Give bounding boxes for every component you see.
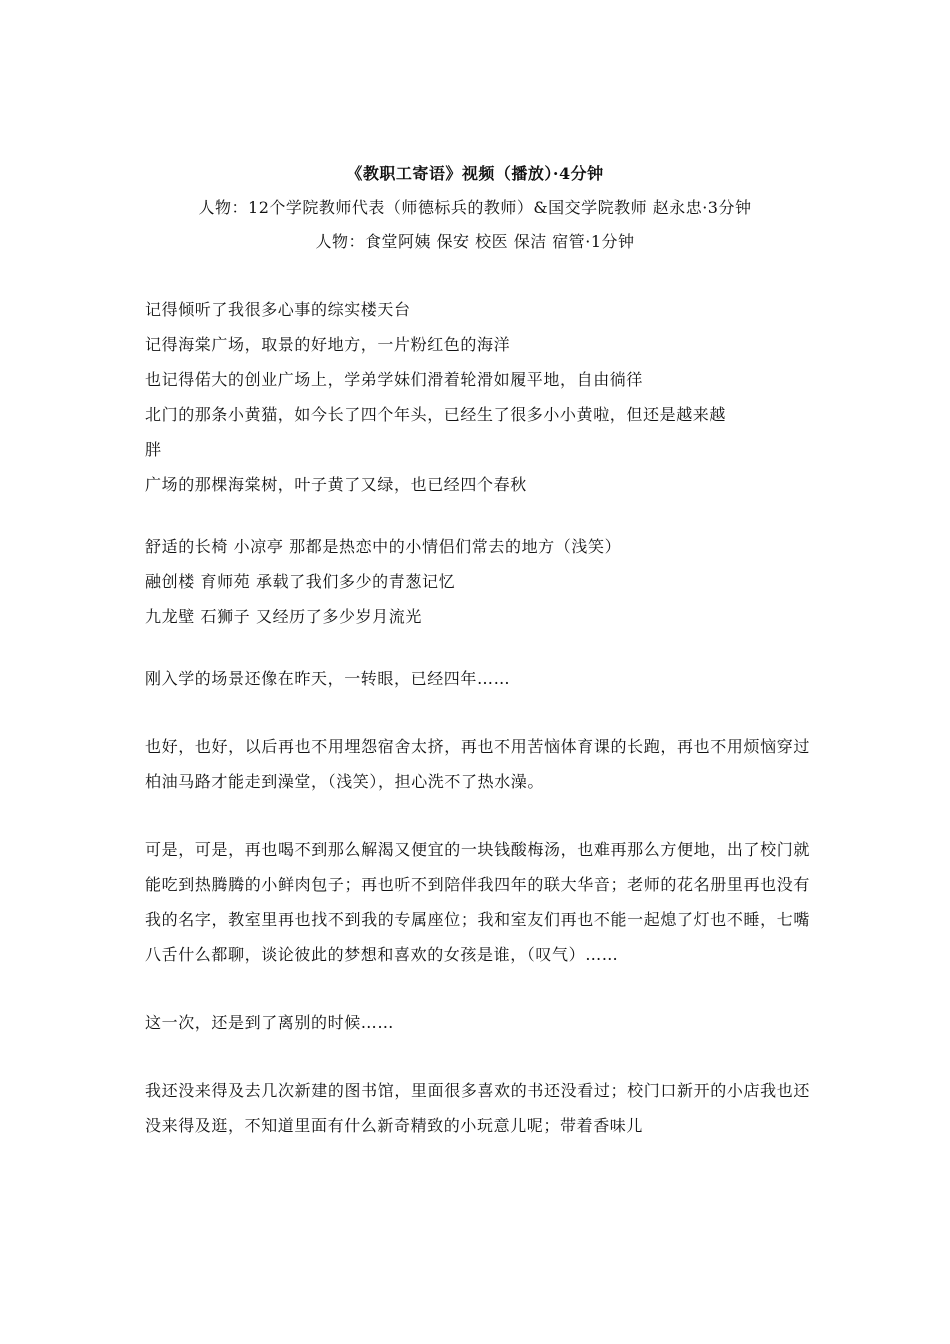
paragraph-unfinished: 我还没来得及去几次新建的图书馆，里面很多喜欢的书还没看过；校门口新开的小店我也还没来得及逛，不知道里面有什么新奇精致的小玩意儿呢；带着香味儿 (145, 1081, 810, 1135)
paragraph-gap (145, 1040, 810, 1073)
document-title: 《教职工寄语》视频（播放）·4分钟 (346, 164, 604, 183)
paragraph-gap (145, 799, 810, 832)
paragraph-gap (145, 502, 810, 529)
paragraph-gap (145, 696, 810, 729)
paragraph-relief: 也好，也好，以后再也不用埋怨宿舍太挤，再也不用苦恼体育课的长跑，再也不用烦恼穿过柏油马路才能走到澡堂，（浅笑），担心洗不了热水澡。 (145, 737, 810, 791)
text-line: 也记得偌大的创业广场上，学弟学妹们滑着轮滑如履平地，自由徜徉 (145, 370, 644, 389)
paragraph-regrets: 可是，可是，再也喝不到那么解渴又便宜的一块钱酸梅汤，也难再那么方便地，出了校门就能吃到热腾腾的小鲜肉包子；再也听不到陪伴我四年的联大华音；老师的花名册里再也没有我的名字，教室里再也找不到我的专属座位；我和室友们再也不能一起熄了灯也不睡，七嘴八舌什么都聊，谈论彼此的梦想和喜欢的女孩是谁，（叹气）…… (145, 840, 810, 964)
text-line: 北门的那条小黄猫，如今长了四个年头，已经生了很多小小黄啦，但还是越来越 (145, 405, 727, 424)
text-line: 记得海棠广场，取景的好地方，一片粉红色的海洋 (145, 335, 511, 354)
text-line: 记得倾听了我很多心事的综实楼天台 (145, 300, 411, 319)
text-line: 融创楼 育师苑 承载了我们多少的青葱记忆 (145, 572, 456, 591)
text-line-enrollment: 刚入学的场景还像在昨天，一转眼，已经四年…… (145, 669, 511, 688)
cast-line-staff: 人物：食堂阿姨 保安 校医 保洁 宿管·1分钟 (315, 232, 635, 251)
text-line-farewell: 这一次，还是到了离别的时候…… (145, 1013, 395, 1032)
script-body (145, 292, 810, 1143)
cast-line-teachers: 人物：12个学院教师代表（师德标兵的教师）&国交学院教师 赵永忠·3分钟 (198, 198, 752, 217)
stanza-places (145, 529, 810, 634)
paragraph-gap (145, 972, 810, 1005)
text-line: 广场的那棵海棠树，叶子黄了又绿，也已经四个春秋 (145, 475, 527, 494)
text-line: 舒适的长椅 小凉亭 那都是热恋中的小情侣们常去的地方（浅笑） (145, 537, 622, 556)
stanza-memories (145, 292, 810, 502)
paragraph-gap (145, 634, 810, 661)
text-line: 九龙壁 石狮子 又经历了多少岁月流光 (145, 607, 422, 626)
text-line: 胖 (145, 440, 162, 459)
